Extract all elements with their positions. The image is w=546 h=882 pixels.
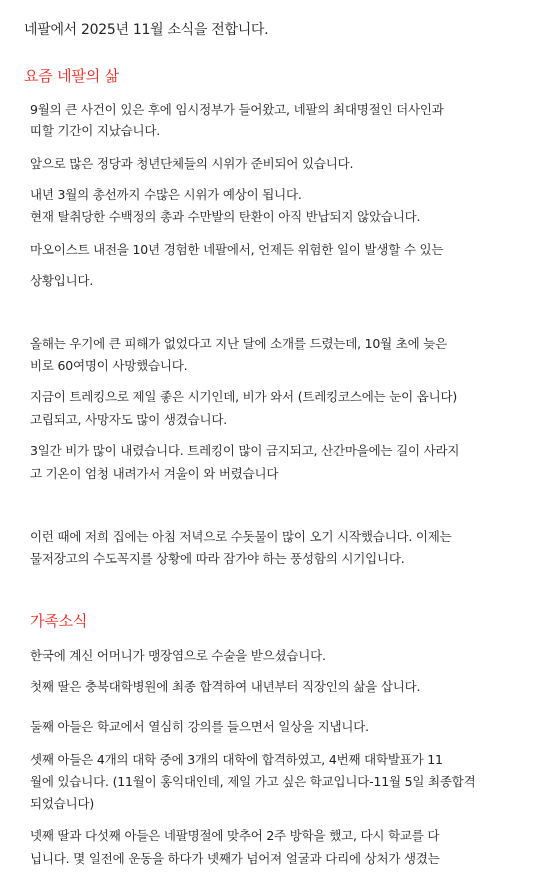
- paragraph-line: 되었습니다): [30, 796, 95, 811]
- paragraph-line: 앞으로 많은 정당과 청년단체들의 시위가 준비되어 있습니다.: [30, 156, 354, 171]
- paragraph-line: 한국에 계신 어머니가 맹장염으로 수술을 받으셨습니다.: [30, 648, 326, 663]
- intro-line: 네팔에서 2025년 11월 소식을 전합니다.: [24, 22, 269, 38]
- paragraph-line: 셋째 아들은 4개의 대학 중에 3개의 대학에 합격하였고, 4번째 대학발표가 11: [30, 752, 443, 767]
- paragraph-line: 고 기온이 엄청 내려가서 겨울이 와 버렸습니다: [30, 466, 279, 481]
- paragraph-line: 띠할 기간이 지났습니다.: [30, 123, 161, 138]
- paragraph-line: 닙니다. 몇 일전에 운동을 하다가 넷째가 넘어져 얼굴과 다리에 상처가 생겼는: [30, 851, 440, 866]
- paragraph-line: 첫째 딸은 충북대학병원에 최종 합격하여 내년부터 직장인의 삶을 삽니다.: [30, 679, 421, 694]
- paragraph-line: 3일간 비가 많이 내렸습니다. 트레킹이 많이 금지되고, 산간마을에는 길이 사라지: [30, 443, 460, 458]
- section-heading-family-news: 가족소식: [30, 612, 88, 630]
- paragraph-line: 둘째 아들은 학교에서 열심히 강의를 들으면서 일상을 지냅니다.: [30, 719, 369, 734]
- section-heading-life-in-nepal: 요즘 네팔의 삶: [24, 67, 119, 85]
- paragraph-line: 이런 때에 저희 집에는 아침 저녁으로 수돗물이 많이 오기 시작했습니다. 이제는: [30, 529, 452, 544]
- paragraph-line: 상황입니다.: [30, 273, 94, 288]
- paragraph-line: 월에 있습니다. (11월이 홍익대인데, 제일 가고 싶은 학교입니다-11월 5일 최종합격: [30, 774, 476, 789]
- paragraph-line: 9월의 큰 사건이 있은 후에 임시정부가 들어왔고, 네팔의 최대명절인 더사인과: [30, 102, 444, 117]
- paragraph-line: 지금이 트레킹으로 제일 좋은 시기인데, 비가 와서 (트레킹코스에는 눈이 옵니다): [30, 389, 458, 404]
- paragraph-line: 현재 탈취당한 수백정의 총과 수만발의 탄환이 아직 반납되지 않았습니다.: [30, 209, 421, 224]
- paragraph-line: 물저장고의 수도꼭지를 상황에 따라 잠가야 하는 풍성함의 시기입니다.: [30, 551, 405, 566]
- paragraph-line: 비로 60여명이 사망했습니다.: [30, 358, 188, 373]
- paragraph-line: 고립되고, 사망자도 많이 생겼습니다.: [30, 412, 227, 427]
- paragraph-line: 내년 3월의 총선까지 수많은 시위가 예상이 됩니다.: [30, 187, 302, 202]
- paragraph-line: 올해는 우기에 큰 피해가 없었다고 지난 달에 소개를 드렸는데, 10월 초에 늦은: [30, 336, 448, 351]
- paragraph-line: 넷째 딸과 다섯째 아들은 네팔명절에 맞추어 2주 방학을 했고, 다시 학교를 다: [30, 828, 440, 843]
- paragraph-line: 마오이스트 내전을 10년 경험한 네팔에서, 언제든 위험한 일이 발생할 수 있는: [30, 242, 444, 257]
